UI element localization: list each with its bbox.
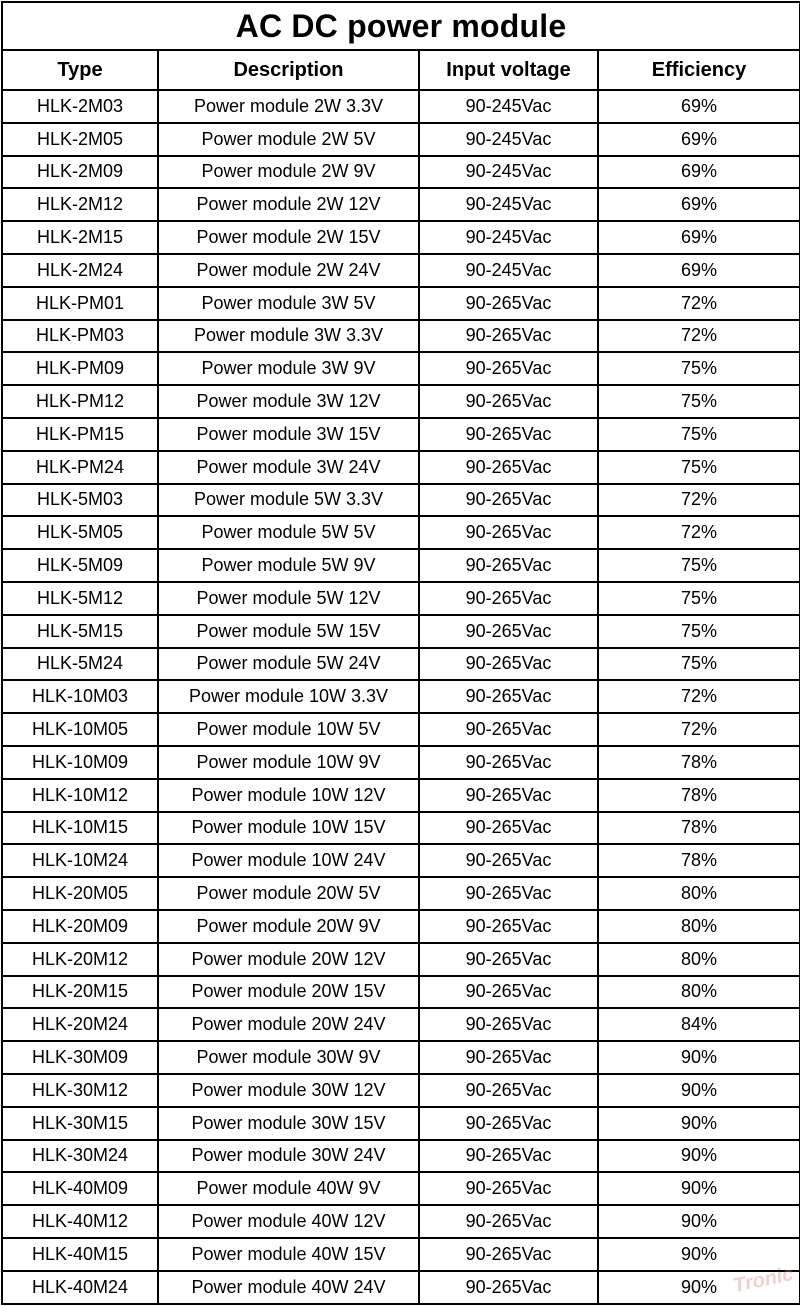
table-row xyxy=(2,812,800,845)
cell-efficiency: 72% xyxy=(598,516,800,549)
cell-description: Power module 5W 9V xyxy=(158,549,419,582)
table-row xyxy=(2,188,800,221)
column-header-description: Description xyxy=(158,50,419,90)
cell-input-voltage: 90-265Vac xyxy=(419,1041,598,1074)
table-row xyxy=(2,320,800,353)
cell-description: Power module 40W 15V xyxy=(158,1238,419,1271)
cell-input-voltage: 90-265Vac xyxy=(419,976,598,1009)
cell-efficiency: 75% xyxy=(598,451,800,484)
table-row xyxy=(2,582,800,615)
cell-type: HLK-40M12 xyxy=(2,1205,158,1238)
cell-type: HLK-10M09 xyxy=(2,746,158,779)
column-header-input-voltage: Input voltage xyxy=(419,50,598,90)
cell-efficiency: 69% xyxy=(598,123,800,156)
cell-description: Power module 5W 12V xyxy=(158,582,419,615)
table-row xyxy=(2,943,800,976)
cell-type: HLK-PM01 xyxy=(2,287,158,320)
cell-input-voltage: 90-265Vac xyxy=(419,1238,598,1271)
cell-type: HLK-10M03 xyxy=(2,680,158,713)
header-row xyxy=(2,50,800,90)
table-row xyxy=(2,484,800,517)
table-row xyxy=(2,254,800,287)
cell-description: Power module 10W 15V xyxy=(158,812,419,845)
cell-type: HLK-5M12 xyxy=(2,582,158,615)
cell-type: HLK-2M05 xyxy=(2,123,158,156)
cell-efficiency: 69% xyxy=(598,221,800,254)
cell-description: Power module 20W 24V xyxy=(158,1008,419,1041)
cell-description: Power module 3W 5V xyxy=(158,287,419,320)
cell-efficiency: 75% xyxy=(598,352,800,385)
cell-input-voltage: 90-265Vac xyxy=(419,943,598,976)
table-row xyxy=(2,680,800,713)
cell-efficiency: 72% xyxy=(598,680,800,713)
cell-input-voltage: 90-265Vac xyxy=(419,779,598,812)
cell-input-voltage: 90-265Vac xyxy=(419,648,598,681)
cell-description: Power module 10W 5V xyxy=(158,713,419,746)
table-row xyxy=(2,976,800,1009)
cell-description: Power module 5W 15V xyxy=(158,615,419,648)
cell-efficiency: 72% xyxy=(598,713,800,746)
cell-type: HLK-5M09 xyxy=(2,549,158,582)
cell-description: Power module 40W 9V xyxy=(158,1172,419,1205)
cell-efficiency: 80% xyxy=(598,976,800,1009)
table-row xyxy=(2,90,800,123)
cell-description: Power module 3W 9V xyxy=(158,352,419,385)
cell-input-voltage: 90-265Vac xyxy=(419,1271,598,1304)
cell-input-voltage: 90-265Vac xyxy=(419,1074,598,1107)
table-row xyxy=(2,877,800,910)
table-row xyxy=(2,287,800,320)
watermark-logo: Tronic xyxy=(731,1262,796,1298)
cell-efficiency: 75% xyxy=(598,648,800,681)
cell-description: Power module 3W 3.3V xyxy=(158,320,419,353)
table-title: AC DC power module xyxy=(2,2,800,50)
cell-description: Power module 2W 9V xyxy=(158,156,419,189)
table-row xyxy=(2,352,800,385)
cell-description: Power module 10W 9V xyxy=(158,746,419,779)
cell-input-voltage: 90-265Vac xyxy=(419,1172,598,1205)
cell-input-voltage: 90-265Vac xyxy=(419,352,598,385)
cell-description: Power module 10W 12V xyxy=(158,779,419,812)
cell-type: HLK-20M05 xyxy=(2,877,158,910)
cell-efficiency: 78% xyxy=(598,779,800,812)
cell-efficiency: 72% xyxy=(598,287,800,320)
cell-description: Power module 3W 12V xyxy=(158,385,419,418)
cell-input-voltage: 90-265Vac xyxy=(419,844,598,877)
cell-description: Power module 30W 15V xyxy=(158,1107,419,1140)
cell-description: Power module 20W 5V xyxy=(158,877,419,910)
cell-description: Power module 20W 9V xyxy=(158,910,419,943)
cell-input-voltage: 90-265Vac xyxy=(419,746,598,779)
cell-description: Power module 10W 3.3V xyxy=(158,680,419,713)
table-row xyxy=(2,516,800,549)
table-row xyxy=(2,746,800,779)
cell-type: HLK-10M24 xyxy=(2,844,158,877)
cell-input-voltage: 90-265Vac xyxy=(419,615,598,648)
cell-input-voltage: 90-265Vac xyxy=(419,910,598,943)
cell-type: HLK-2M24 xyxy=(2,254,158,287)
cell-input-voltage: 90-265Vac xyxy=(419,385,598,418)
table-row xyxy=(2,844,800,877)
table-row xyxy=(2,156,800,189)
cell-type: HLK-5M24 xyxy=(2,648,158,681)
cell-type: HLK-PM03 xyxy=(2,320,158,353)
cell-efficiency: 69% xyxy=(598,156,800,189)
cell-type: HLK-5M03 xyxy=(2,484,158,517)
cell-efficiency: 84% xyxy=(598,1008,800,1041)
table-row xyxy=(2,648,800,681)
cell-efficiency: 90% xyxy=(598,1041,800,1074)
cell-description: Power module 20W 12V xyxy=(158,943,419,976)
cell-type: HLK-20M12 xyxy=(2,943,158,976)
cell-description: Power module 30W 12V xyxy=(158,1074,419,1107)
table-row xyxy=(2,1041,800,1074)
cell-input-voltage: 90-265Vac xyxy=(419,680,598,713)
cell-efficiency: 69% xyxy=(598,254,800,287)
cell-efficiency: 69% xyxy=(598,90,800,123)
cell-input-voltage: 90-265Vac xyxy=(419,516,598,549)
cell-input-voltage: 90-265Vac xyxy=(419,451,598,484)
cell-description: Power module 5W 3.3V xyxy=(158,484,419,517)
cell-efficiency: 78% xyxy=(598,812,800,845)
cell-input-voltage: 90-245Vac xyxy=(419,221,598,254)
cell-input-voltage: 90-245Vac xyxy=(419,188,598,221)
cell-efficiency: 69% xyxy=(598,188,800,221)
column-header-type: Type xyxy=(2,50,158,90)
table-row xyxy=(2,221,800,254)
cell-type: HLK-PM24 xyxy=(2,451,158,484)
cell-type: HLK-5M05 xyxy=(2,516,158,549)
cell-efficiency: 80% xyxy=(598,910,800,943)
cell-description: Power module 2W 3.3V xyxy=(158,90,419,123)
cell-input-voltage: 90-245Vac xyxy=(419,156,598,189)
cell-efficiency: 80% xyxy=(598,877,800,910)
cell-input-voltage: 90-265Vac xyxy=(419,582,598,615)
cell-type: HLK-PM09 xyxy=(2,352,158,385)
cell-efficiency: 72% xyxy=(598,484,800,517)
table-row xyxy=(2,713,800,746)
cell-input-voltage: 90-265Vac xyxy=(419,1008,598,1041)
cell-input-voltage: 90-265Vac xyxy=(419,812,598,845)
cell-type: HLK-2M09 xyxy=(2,156,158,189)
cell-description: Power module 20W 15V xyxy=(158,976,419,1009)
cell-type: HLK-40M09 xyxy=(2,1172,158,1205)
table-row xyxy=(2,1107,800,1140)
cell-input-voltage: 90-265Vac xyxy=(419,1107,598,1140)
cell-type: HLK-2M15 xyxy=(2,221,158,254)
cell-efficiency: 90% xyxy=(598,1074,800,1107)
cell-type: HLK-40M24 xyxy=(2,1271,158,1304)
cell-type: HLK-40M15 xyxy=(2,1238,158,1271)
table-row xyxy=(2,615,800,648)
cell-efficiency: 72% xyxy=(598,320,800,353)
cell-input-voltage: 90-265Vac xyxy=(419,877,598,910)
table-row xyxy=(2,1074,800,1107)
cell-description: Power module 3W 15V xyxy=(158,418,419,451)
cell-input-voltage: 90-245Vac xyxy=(419,123,598,156)
cell-efficiency: 75% xyxy=(598,418,800,451)
cell-type: HLK-10M15 xyxy=(2,812,158,845)
column-header-efficiency: Efficiency xyxy=(598,50,800,90)
cell-type: HLK-30M24 xyxy=(2,1140,158,1173)
cell-type: HLK-10M05 xyxy=(2,713,158,746)
cell-input-voltage: 90-265Vac xyxy=(419,418,598,451)
cell-input-voltage: 90-265Vac xyxy=(419,549,598,582)
cell-type: HLK-30M15 xyxy=(2,1107,158,1140)
table-row xyxy=(2,451,800,484)
cell-efficiency: 90% xyxy=(598,1205,800,1238)
cell-input-voltage: 90-265Vac xyxy=(419,1205,598,1238)
cell-efficiency: 75% xyxy=(598,582,800,615)
cell-input-voltage: 90-265Vac xyxy=(419,320,598,353)
cell-type: HLK-30M12 xyxy=(2,1074,158,1107)
cell-type: HLK-20M09 xyxy=(2,910,158,943)
cell-type: HLK-5M15 xyxy=(2,615,158,648)
cell-input-voltage: 90-265Vac xyxy=(419,713,598,746)
table-row xyxy=(2,418,800,451)
cell-description: Power module 3W 24V xyxy=(158,451,419,484)
cell-description: Power module 30W 9V xyxy=(158,1041,419,1074)
table-row xyxy=(2,1205,800,1238)
table-body xyxy=(2,90,800,1304)
cell-efficiency: 75% xyxy=(598,549,800,582)
cell-efficiency: 78% xyxy=(598,844,800,877)
cell-efficiency: 90% xyxy=(598,1238,800,1271)
cell-type: HLK-PM15 xyxy=(2,418,158,451)
cell-type: HLK-10M12 xyxy=(2,779,158,812)
cell-efficiency: 80% xyxy=(598,943,800,976)
cell-efficiency: 90% xyxy=(598,1271,800,1304)
cell-efficiency: 78% xyxy=(598,746,800,779)
table-row xyxy=(2,1172,800,1205)
cell-description: Power module 2W 24V xyxy=(158,254,419,287)
table-row xyxy=(2,385,800,418)
cell-efficiency: 75% xyxy=(598,615,800,648)
table-row xyxy=(2,1271,800,1304)
cell-type: HLK-20M24 xyxy=(2,1008,158,1041)
cell-input-voltage: 90-245Vac xyxy=(419,90,598,123)
cell-input-voltage: 90-245Vac xyxy=(419,254,598,287)
power-module-table xyxy=(1,1,800,1305)
cell-type: HLK-30M09 xyxy=(2,1041,158,1074)
cell-type: HLK-PM12 xyxy=(2,385,158,418)
table-row xyxy=(2,1238,800,1271)
cell-description: Power module 10W 24V xyxy=(158,844,419,877)
cell-efficiency: 90% xyxy=(598,1107,800,1140)
cell-input-voltage: 90-265Vac xyxy=(419,1140,598,1173)
cell-description: Power module 30W 24V xyxy=(158,1140,419,1173)
cell-type: HLK-2M12 xyxy=(2,188,158,221)
cell-description: Power module 40W 12V xyxy=(158,1205,419,1238)
table-row xyxy=(2,910,800,943)
cell-efficiency: 90% xyxy=(598,1140,800,1173)
table-row xyxy=(2,123,800,156)
cell-efficiency: 90% xyxy=(598,1172,800,1205)
cell-input-voltage: 90-265Vac xyxy=(419,287,598,320)
table-row xyxy=(2,1008,800,1041)
cell-description: Power module 5W 5V xyxy=(158,516,419,549)
cell-description: Power module 40W 24V xyxy=(158,1271,419,1304)
cell-type: HLK-20M15 xyxy=(2,976,158,1009)
cell-description: Power module 2W 5V xyxy=(158,123,419,156)
cell-description: Power module 2W 15V xyxy=(158,221,419,254)
table-row xyxy=(2,1140,800,1173)
cell-description: Power module 5W 24V xyxy=(158,648,419,681)
cell-type: HLK-2M03 xyxy=(2,90,158,123)
cell-input-voltage: 90-265Vac xyxy=(419,484,598,517)
table-row xyxy=(2,779,800,812)
table-row xyxy=(2,549,800,582)
cell-efficiency: 75% xyxy=(598,385,800,418)
cell-description: Power module 2W 12V xyxy=(158,188,419,221)
